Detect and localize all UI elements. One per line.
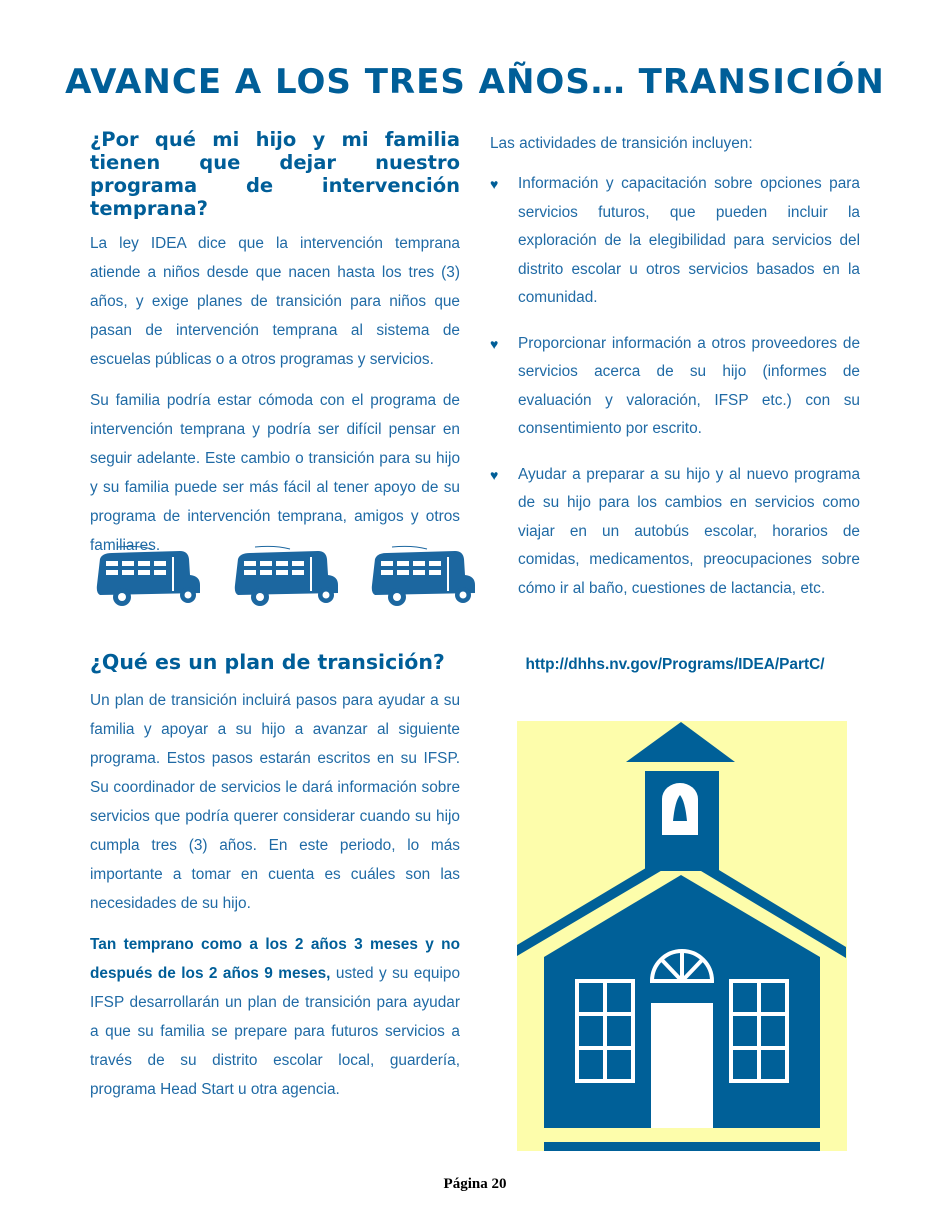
heart-icon: ♥ [490, 176, 499, 192]
paragraph-idea-law: La ley IDEA dice que la intervención temprana atiende a niños desde que nacen hasta los tres (3) años, y exige planes de transición para niños que pasan de intervención temprana al sistema de escuelas públicas o a otros programas y servicios. [90, 235, 460, 368]
paragraph-plan-steps: Un plan de transición incluirá pasos para ayudar a su familia y apoyar a su hijo a avanzar al siguiente programa. Estos pasos estarán escritos en su IFSP. Su coordinador de servicios le dará información sobre servicios que podría querer considerar cuando su hijo cumpla tres (3) años. En este periodo, lo más importante a tomar en cuenta es cuáles son las necesidades de su hijo. [90, 692, 460, 912]
heading-why-leave: ¿Por qué mi hijo y mi familia tienen que dejar nuestro programa de intervención temprana? [90, 128, 460, 220]
left-column-bottom [90, 651, 460, 1104]
bus-icon [230, 545, 340, 607]
activities-list [490, 170, 860, 603]
heading-transition-plan: ¿Qué es un plan de transición? [90, 650, 445, 674]
list-item-text: Proporcionar información a otros proveedores de servicios acerca de su hijo (informes de evaluación y valoración, IFSP etc.) con su consentimiento por escrito. [518, 334, 860, 437]
bus-icon [367, 545, 477, 607]
activities-intro: Las actividades de transición incluyen: [490, 135, 753, 152]
list-item-text: Información y capacitación sobre opciones para servicios futuros, que pueden incluir la exploración de la elegibilidad para servicios del distrito escolar u otros servicios basados en la comunidad. [518, 175, 860, 306]
page-title: AVANCE A LOS TRES AÑOS… TRANSICIÓN [65, 62, 885, 102]
timing-bold-text: Tan temprano como a los 2 años 3 meses y no después de los 2 años 9 meses, [90, 936, 460, 982]
timing-rest-text: usted y su equipo IFSP desarrollarán un plan de transición para ayudar a que su familia se prepare para futuros servicios a través de su distrito escolar local, guardería, programa Head Start u otra agencia. [90, 965, 461, 1098]
list-item [490, 461, 860, 604]
heart-icon: ♥ [490, 466, 499, 483]
list-item-text: Ayudar a preparar a su hijo y al nuevo programa de su hijo para los cambios en servicios como viajar en un autobús escolar, horarios de comidas, medicamentos, preocupaciones sobre cómo ir al baño, cuestiones de lactancia, etc. [518, 465, 860, 597]
paragraph-plan-timing [90, 930, 460, 1104]
list-item [490, 170, 860, 313]
school-buses-illustration [92, 545, 477, 607]
right-column [490, 129, 860, 620]
bus-icon [92, 545, 202, 607]
page-number: Página 20 [443, 1176, 507, 1192]
heart-icon: ♥ [490, 335, 499, 352]
bell-icon [662, 783, 698, 835]
paragraph-family-comfort: Su familia podría estar cómoda con el programa de intervención temprana y podría ser difícil pensar en seguir adelante. Este cambio o transición para su hijo y su familia puede ser más fácil al tener apoyo de su programa de intervención temprana, amigos y otros familiares. [90, 392, 460, 554]
list-item [490, 330, 860, 444]
left-column-top [90, 128, 460, 560]
schoolhouse-illustration [517, 721, 847, 1151]
program-link[interactable]: http://dhhs.nv.gov/Programs/IDEA/PartC/ [525, 656, 825, 673]
